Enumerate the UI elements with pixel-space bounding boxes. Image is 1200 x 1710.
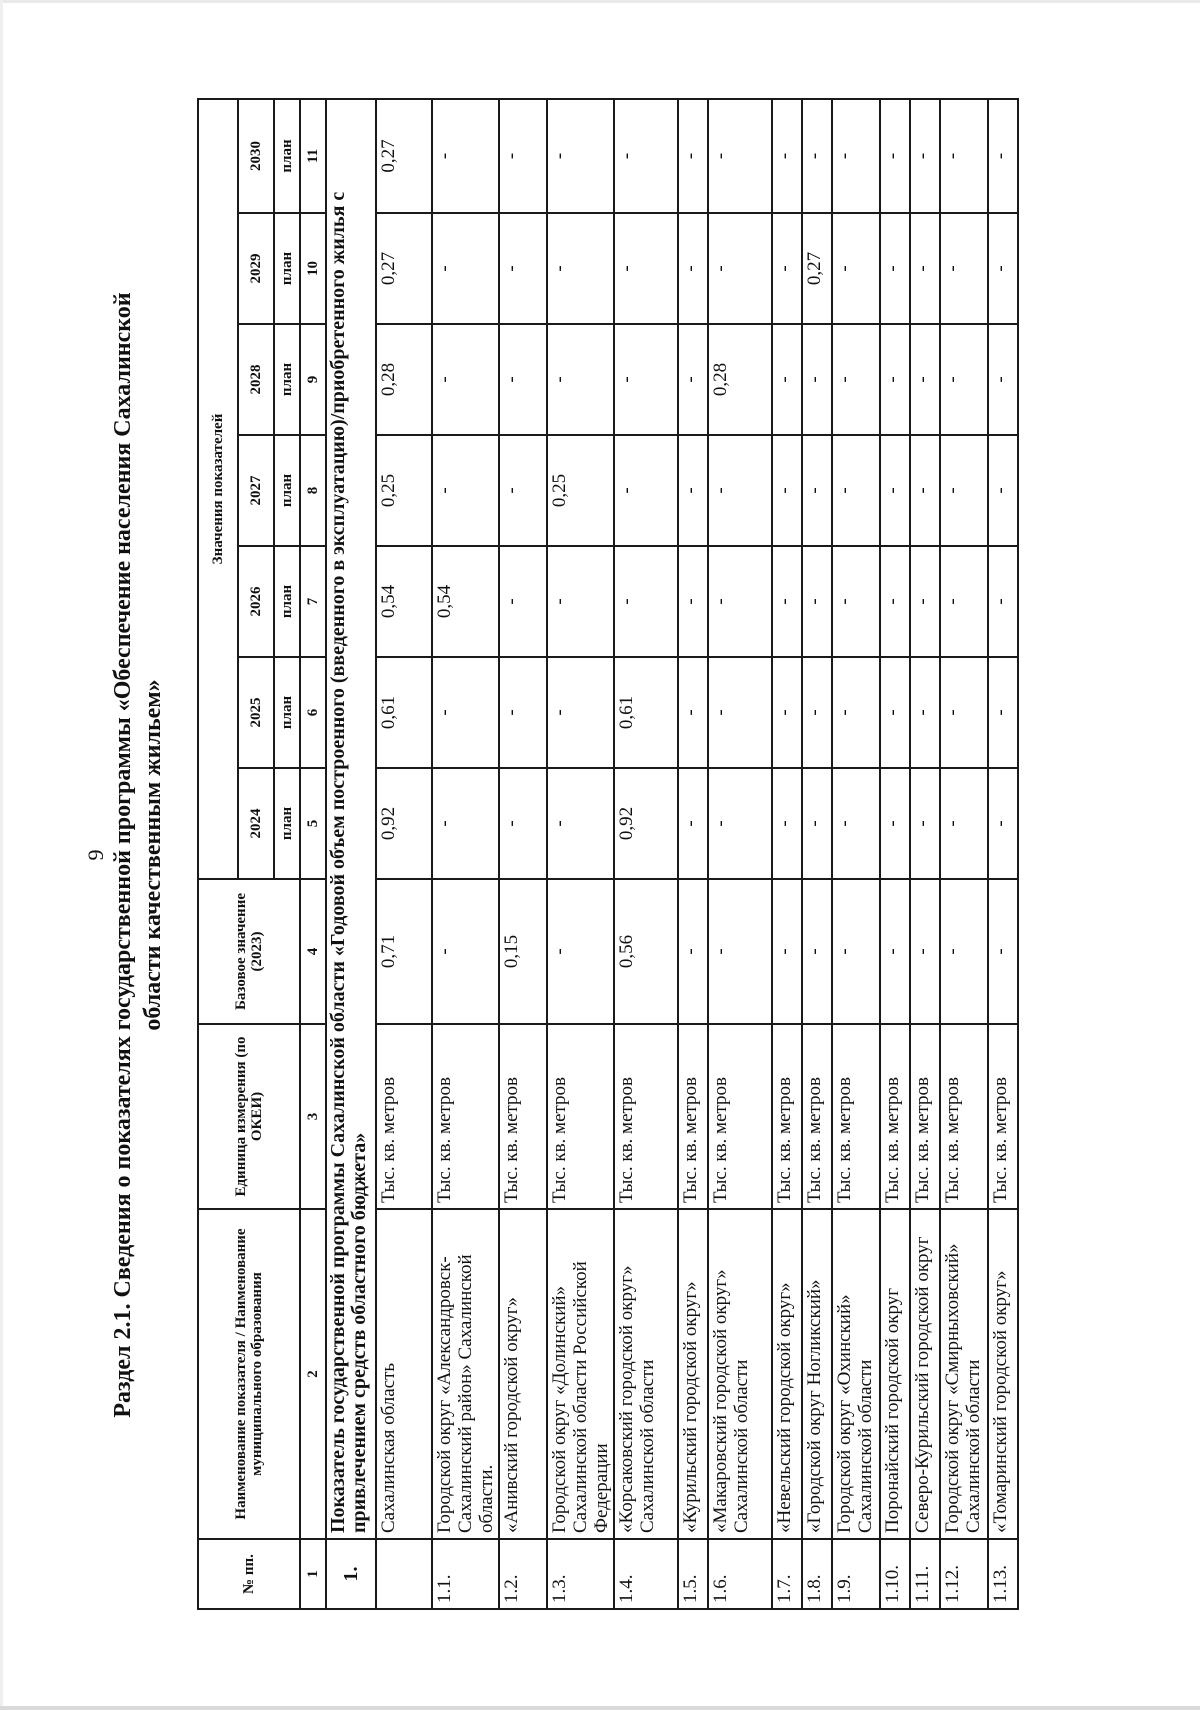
year-value-cell: - xyxy=(880,213,910,324)
municipality-name: «Курильский городской округ» xyxy=(678,1209,708,1539)
header-plan: план xyxy=(274,768,300,879)
year-value-cell: - xyxy=(708,435,772,546)
year-value-cell: - xyxy=(988,99,1018,213)
column-number: 1 xyxy=(300,1539,326,1609)
year-value-cell: - xyxy=(678,657,708,768)
year-value-cell: 0,54 xyxy=(432,546,499,657)
header-plan: план xyxy=(274,435,300,546)
municipality-name: Городской округ «Долинский» Сахалинской области Российской Федерации xyxy=(547,1209,614,1539)
row-number: 1.6. xyxy=(708,1539,772,1609)
year-value-cell: - xyxy=(499,213,547,324)
year-value-cell: - xyxy=(432,768,499,879)
column-number: 10 xyxy=(300,213,326,324)
year-value-cell: - xyxy=(432,99,499,213)
table-row xyxy=(614,99,678,1609)
year-value-cell: - xyxy=(499,324,547,435)
year-value-cell: - xyxy=(910,768,940,879)
year-value-cell: - xyxy=(547,324,614,435)
year-value-cell: - xyxy=(432,213,499,324)
year-value-cell: - xyxy=(772,768,802,879)
year-value-cell: - xyxy=(880,657,910,768)
header-plan: план xyxy=(274,324,300,435)
municipality-name: «Томаринский городской округ» xyxy=(988,1209,1018,1539)
year-value-cell: - xyxy=(772,324,802,435)
header-plan: план xyxy=(274,99,300,213)
column-number: 4 xyxy=(300,879,326,1024)
year-value-cell: - xyxy=(940,324,988,435)
year-value-cell: 0,27 xyxy=(376,99,432,213)
year-value-cell: 0,27 xyxy=(802,213,832,324)
year-value-cell: - xyxy=(772,546,802,657)
municipality-name: «Корсаковский городской округ» Сахалинской области xyxy=(614,1209,678,1539)
year-value-cell: - xyxy=(614,324,678,435)
year-value-cell: - xyxy=(940,768,988,879)
unit-cell: Тыс. кв. метров xyxy=(772,1024,802,1209)
year-value-cell: - xyxy=(910,546,940,657)
base-value-cell: - xyxy=(880,879,910,1024)
header-plan: план xyxy=(274,213,300,324)
unit-cell: Тыс. кв. метров xyxy=(432,1024,499,1209)
year-value-cell: - xyxy=(708,546,772,657)
year-value-cell: - xyxy=(832,213,880,324)
base-value-cell: - xyxy=(910,879,940,1024)
row-number: 1.1. xyxy=(432,1539,499,1609)
row-number: 1.10. xyxy=(880,1539,910,1609)
year-value-cell: - xyxy=(880,768,910,879)
page-number: 9 xyxy=(83,849,108,861)
base-value-cell: 0,56 xyxy=(614,879,678,1024)
base-value-cell: - xyxy=(802,879,832,1024)
year-value-cell: - xyxy=(988,435,1018,546)
year-value-cell: - xyxy=(547,768,614,879)
year-value-cell: - xyxy=(880,546,910,657)
unit-cell: Тыс. кв. метров xyxy=(880,1024,910,1209)
column-number: 8 xyxy=(300,435,326,546)
header-base-value: Базовое значение (2023) xyxy=(198,879,300,1024)
year-value-cell: - xyxy=(772,99,802,213)
header-plan: план xyxy=(274,546,300,657)
base-value-cell: - xyxy=(832,879,880,1024)
column-number: 11 xyxy=(300,99,326,213)
row-number xyxy=(376,1539,432,1609)
year-value-cell: - xyxy=(832,99,880,213)
column-number: 3 xyxy=(300,1024,326,1209)
section-title-line: области качественным жильем» xyxy=(140,679,166,1031)
row-number: 1.2. xyxy=(499,1539,547,1609)
year-value-cell: - xyxy=(910,657,940,768)
year-value-cell: - xyxy=(832,324,880,435)
section-row xyxy=(326,99,376,1609)
year-value-cell: - xyxy=(880,99,910,213)
year-value-cell: 0,61 xyxy=(614,657,678,768)
year-value-cell: - xyxy=(499,435,547,546)
table-row xyxy=(499,99,547,1609)
year-value-cell: - xyxy=(910,435,940,546)
year-value-cell: - xyxy=(432,435,499,546)
year-value-cell: - xyxy=(678,213,708,324)
column-number: 2 xyxy=(300,1209,326,1539)
table-body xyxy=(326,99,1018,1609)
header-year: 2028 xyxy=(238,324,274,435)
unit-cell: Тыс. кв. метров xyxy=(547,1024,614,1209)
year-value-cell: - xyxy=(832,546,880,657)
year-value-cell: 0,92 xyxy=(614,768,678,879)
year-value-cell: - xyxy=(940,657,988,768)
base-value-cell: - xyxy=(940,879,988,1024)
unit-cell: Тыс. кв. метров xyxy=(802,1024,832,1209)
year-value-cell: - xyxy=(880,324,910,435)
year-value-cell: - xyxy=(614,546,678,657)
row-number: 1.4. xyxy=(614,1539,678,1609)
year-value-cell: - xyxy=(614,435,678,546)
year-value-cell: - xyxy=(802,657,832,768)
table-row xyxy=(802,99,832,1609)
header-values-group: Значения показателей xyxy=(198,99,238,879)
year-value-cell: - xyxy=(802,768,832,879)
table-row xyxy=(376,99,432,1609)
year-value-cell: - xyxy=(940,435,988,546)
base-value-cell: - xyxy=(678,879,708,1024)
year-value-cell: - xyxy=(988,213,1018,324)
year-value-cell: 0,28 xyxy=(708,324,772,435)
unit-cell: Тыс. кв. метров xyxy=(910,1024,940,1209)
year-value-cell: - xyxy=(614,99,678,213)
municipality-name: «Анивский городской округ» xyxy=(499,1209,547,1539)
year-value-cell: - xyxy=(547,657,614,768)
year-value-cell: - xyxy=(910,213,940,324)
column-number: 7 xyxy=(300,546,326,657)
year-value-cell: - xyxy=(988,546,1018,657)
unit-cell: Тыс. кв. метров xyxy=(988,1024,1018,1209)
year-value-cell: 0,25 xyxy=(547,435,614,546)
year-value-cell: - xyxy=(802,99,832,213)
year-value-cell: - xyxy=(708,657,772,768)
row-number: 1.8. xyxy=(802,1539,832,1609)
year-value-cell: - xyxy=(832,768,880,879)
base-value-cell: 0,15 xyxy=(499,879,547,1024)
year-value-cell: - xyxy=(772,435,802,546)
year-value-cell: - xyxy=(988,657,1018,768)
column-number: 6 xyxy=(300,657,326,768)
year-value-cell: - xyxy=(678,546,708,657)
year-value-cell: - xyxy=(802,546,832,657)
row-number: 1.7. xyxy=(772,1539,802,1609)
year-value-cell: - xyxy=(678,99,708,213)
row-number: 1.5. xyxy=(678,1539,708,1609)
header-year: 2024 xyxy=(238,768,274,879)
header-year: 2026 xyxy=(238,546,274,657)
year-value-cell: - xyxy=(678,324,708,435)
municipality-name: Городской округ «Александровск-Сахалинский район» Сахалинской области. xyxy=(432,1209,499,1539)
municipality-name: «Макаровский городской округ» Сахалинской области xyxy=(708,1209,772,1539)
year-value-cell: - xyxy=(614,213,678,324)
year-value-cell: - xyxy=(432,324,499,435)
table-row xyxy=(940,99,988,1609)
year-value-cell: - xyxy=(940,546,988,657)
table-row xyxy=(832,99,880,1609)
header-name: Наименование показателя / Наименование муниципального образования xyxy=(198,1209,300,1539)
column-number: 9 xyxy=(300,324,326,435)
year-value-cell: 0,54 xyxy=(376,546,432,657)
year-value-cell: - xyxy=(910,324,940,435)
section-number: 1. xyxy=(326,1539,376,1609)
year-value-cell: 0,27 xyxy=(376,213,432,324)
table-row xyxy=(547,99,614,1609)
table-row xyxy=(880,99,910,1609)
section-title xyxy=(108,100,168,1610)
year-value-cell: - xyxy=(499,768,547,879)
municipality-name: Городской округ «Смирныховский» Сахалинской области xyxy=(940,1209,988,1539)
indicators-table xyxy=(197,98,1019,1610)
unit-cell: Тыс. кв. метров xyxy=(708,1024,772,1209)
year-value-cell: - xyxy=(708,99,772,213)
year-value-cell: - xyxy=(678,435,708,546)
municipality-name: Северо-Курильский городской округ xyxy=(910,1209,940,1539)
row-number: 1.11. xyxy=(910,1539,940,1609)
year-value-cell: 0,92 xyxy=(376,768,432,879)
header-unit: Единица измерения (по ОКЕИ) xyxy=(198,1024,300,1209)
municipality-name: «Городской округ Ногликский» xyxy=(802,1209,832,1539)
year-value-cell: 0,25 xyxy=(376,435,432,546)
municipality-name: «Невельский городской округ» xyxy=(772,1209,802,1539)
year-value-cell: - xyxy=(499,99,547,213)
base-value-cell: - xyxy=(708,879,772,1024)
year-value-cell: - xyxy=(547,546,614,657)
header-year: 2027 xyxy=(238,435,274,546)
year-value-cell: - xyxy=(708,213,772,324)
row-number: 1.12. xyxy=(940,1539,988,1609)
section-title-line: Раздел 2.1. Сведения о показателях государственной программы «Обеспечение населения Сахалинской xyxy=(110,292,136,1418)
base-value-cell: - xyxy=(547,879,614,1024)
base-value-cell: 0,71 xyxy=(376,879,432,1024)
table-row xyxy=(910,99,940,1609)
base-value-cell: - xyxy=(988,879,1018,1024)
year-value-cell: - xyxy=(678,768,708,879)
unit-cell: Тыс. кв. метров xyxy=(376,1024,432,1209)
year-value-cell: 0,28 xyxy=(376,324,432,435)
year-value-cell: - xyxy=(499,657,547,768)
municipality-name: Поронайский городской округ xyxy=(880,1209,910,1539)
year-value-cell: - xyxy=(832,657,880,768)
year-value-cell: - xyxy=(708,768,772,879)
section-title-cell: Показатель государственной программы Сахалинской области «Годовой объем построенного (введенного в эксплуатацию)/приобретенного жилья с привлечением средств областного бюджета» xyxy=(326,99,376,1539)
year-value-cell: - xyxy=(940,213,988,324)
year-value-cell: - xyxy=(910,99,940,213)
header-year: 2029 xyxy=(238,213,274,324)
year-value-cell: - xyxy=(547,99,614,213)
year-value-cell: - xyxy=(832,435,880,546)
year-value-cell: - xyxy=(880,435,910,546)
unit-cell: Тыс. кв. метров xyxy=(678,1024,708,1209)
year-value-cell: - xyxy=(432,657,499,768)
table-row xyxy=(988,99,1018,1609)
year-value-cell: - xyxy=(802,435,832,546)
base-value-cell: - xyxy=(772,879,802,1024)
header-year: 2025 xyxy=(238,657,274,768)
header-plan: план xyxy=(274,657,300,768)
base-value-cell: - xyxy=(432,879,499,1024)
unit-cell: Тыс. кв. метров xyxy=(940,1024,988,1209)
column-number: 5 xyxy=(300,768,326,879)
unit-cell: Тыс. кв. метров xyxy=(614,1024,678,1209)
unit-cell: Тыс. кв. метров xyxy=(832,1024,880,1209)
table-row xyxy=(432,99,499,1609)
year-value-cell: - xyxy=(988,768,1018,879)
year-value-cell: - xyxy=(802,324,832,435)
municipality-name: Сахалинская область xyxy=(376,1209,432,1539)
row-number: 1.3. xyxy=(547,1539,614,1609)
header-num: № пп. xyxy=(198,1539,300,1609)
year-value-cell: - xyxy=(499,546,547,657)
year-value-cell: - xyxy=(988,324,1018,435)
header-year: 2030 xyxy=(238,99,274,213)
row-number: 1.13. xyxy=(988,1539,1018,1609)
year-value-cell: - xyxy=(940,99,988,213)
year-value-cell: - xyxy=(772,657,802,768)
table-row xyxy=(708,99,772,1609)
municipality-name: Городской округ «Охинский» Сахалинской области xyxy=(832,1209,880,1539)
row-number: 1.9. xyxy=(832,1539,880,1609)
year-value-cell: 0,61 xyxy=(376,657,432,768)
year-value-cell: - xyxy=(547,213,614,324)
table-row xyxy=(772,99,802,1609)
year-value-cell: - xyxy=(772,213,802,324)
unit-cell: Тыс. кв. метров xyxy=(499,1024,547,1209)
table-row xyxy=(678,99,708,1609)
